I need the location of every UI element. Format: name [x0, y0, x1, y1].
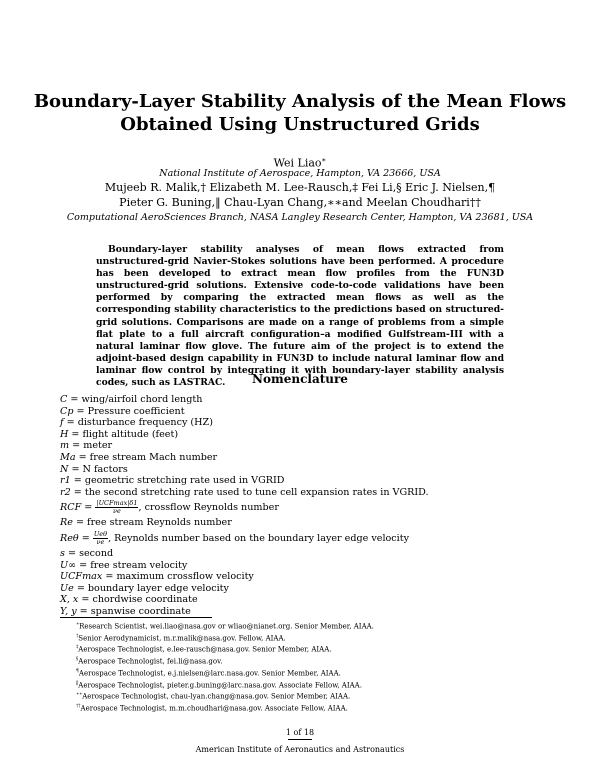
nomenclature-item	[60, 606, 560, 618]
nomenclature-symbol: UCFmax	[60, 571, 103, 583]
nomenclature-definition: = Pressure coefficient	[73, 405, 185, 417]
nomenclature-definition: = meter	[69, 440, 113, 452]
nomenclature-definition: = free stream Mach number	[75, 451, 218, 463]
authors-line-2: Mujeeb R. Malik,† Elizabeth M. Lee-Rausch,‡ Fei Li,§ Eric J. Nielsen,¶	[104, 181, 496, 194]
formula-fraction	[95, 500, 138, 515]
nomenclature-item	[60, 394, 560, 406]
footnote	[76, 643, 556, 655]
nomenclature-symbol: Reθ	[60, 532, 79, 544]
nomenclature-item	[60, 594, 560, 606]
nomenclature-definition: , Reynolds number based on the boundary layer edge velocity	[108, 532, 410, 544]
author-1-mark: ∗	[321, 155, 327, 164]
footnote-mark: ††	[76, 704, 81, 710]
nomenclature-symbol: Re	[60, 517, 73, 529]
nomenclature-definition: = flight altitude (feet)	[68, 428, 179, 440]
nomenclature-symbol: RCF	[60, 502, 82, 514]
nomenclature-symbol: Y, y	[60, 605, 77, 617]
nomenclature-symbol: r2	[60, 486, 71, 498]
footnote	[76, 620, 556, 632]
nomenclature-definition: = free stream velocity	[76, 559, 188, 571]
nomenclature-symbol: m	[60, 440, 70, 452]
nomenclature-definition: = spanwise coordinate	[76, 605, 191, 617]
publisher-footer: American Institute of Aeronautics and Astronautics	[195, 745, 405, 754]
footnote-text: Aerospace Technologist, m.m.choudhari@nasa.gov. Associate Fellow, AIAA.	[80, 704, 348, 713]
footnote-mark: §	[76, 657, 79, 663]
nomenclature-item	[60, 429, 560, 441]
nomenclature-item: Reθ = $\frac{\text{Ueθ}}{\nu e}$ , Reynolds number based on the boundary layer edge velocity	[60, 529, 410, 546]
footnote-mark: ∗∗	[76, 692, 83, 698]
nomenclature-list	[60, 394, 560, 618]
page-number: 1 of 18	[285, 728, 315, 737]
nomenclature-definition: = boundary layer edge velocity	[73, 582, 229, 594]
nomenclature-definition: = wing/airfoil chord length	[67, 394, 203, 405]
nomenclature-item	[60, 548, 560, 560]
nomenclature-definition: = the second stretching rate used to tune cell expansion rates in VGRID.	[70, 486, 429, 498]
footnote-text: Aerospace Technologist, chau-lyan.chang@nasa.gov. Senior Member, AIAA.	[82, 692, 351, 701]
nomenclature-item	[60, 560, 560, 572]
authors-line-3: Pieter G. Buning,‖ Chau-Lyan Chang,∗∗and Meelan Choudhari††	[119, 196, 481, 209]
affiliation-1: National Institute of Aerospace, Hampton, VA 23666, USA	[159, 168, 441, 179]
footnote	[76, 667, 556, 679]
nomenclature-symbol: H	[60, 428, 69, 440]
nomenclature-item	[60, 452, 560, 464]
nomenclature-symbol: s	[60, 547, 65, 559]
nomenclature-item: RCF = $\frac{\text{|UCFmax|δ1}}{\nu e}$ , crossflow Reynolds number	[60, 499, 279, 516]
title-line-1: Boundary-Layer Stability Analysis of the Mean Flows	[33, 91, 567, 112]
footnote-rule	[60, 617, 212, 618]
nomenclature-symbol: r1	[60, 475, 71, 487]
footnote-text: Aerospace Technologist, e.lee-rausch@nasa.gov. Senior Member, AIAA.	[78, 645, 332, 654]
nomenclature-item	[60, 475, 560, 487]
nomenclature-definition: = free stream Reynolds number	[72, 517, 232, 529]
nomenclature-symbol: f	[60, 417, 64, 429]
nomenclature-item	[60, 440, 560, 452]
nomenclature-definition: = geometric stretching rate used in VGRID	[70, 475, 285, 487]
nomenclature-definition: , crossflow Reynolds number	[138, 502, 279, 514]
footnotes	[76, 620, 556, 714]
footnote-mark: ∗	[76, 622, 80, 627]
nomenclature-definition: = disturbance frequency (HZ)	[63, 417, 213, 429]
footnote-text: Aerospace Technologist, e.j.nielsen@larc.nasa.gov. Senior Member, AIAA.	[78, 669, 341, 678]
abstract: Boundary-layer stability analyses of mean flows extracted from unstructured-grid Navier-Stokes solutions have been performed. A procedure has been developed to extract mean flow profiles from the FUN3D unstructured-grid solutions. Extensive code-to-code validations have been performed by comparing the extracted mean flows as well as the corresponding stability characteristics to the predictions based on structured-grid solutions. Comparisons are made on a range of problems from a simple flat plate to a full aircraft configuration–a modified Gulfstream-III with a natural laminar flow glove. The future aim of the project is to extend the adjoint-based design capability in FUN3D to include natural laminar flow and laminar flow control by integrating it with boundary-layer stability analysis codes, such as LASTRAC.	[96, 244, 504, 389]
fraction-numerator: |UCFmax|δ1	[96, 499, 138, 508]
nomenclature-definition: = N factors	[68, 463, 128, 475]
nomenclature-item	[60, 583, 560, 595]
footnote	[76, 679, 556, 691]
nomenclature-item	[60, 417, 560, 429]
nomenclature-definition: = maximum crossflow velocity	[102, 571, 254, 583]
fraction-numerator: Ueθ	[93, 529, 108, 538]
footnote-mark: ¶	[76, 668, 79, 674]
nomenclature-symbol: X, x	[60, 594, 79, 606]
nomenclature-symbol: N	[60, 463, 69, 475]
nomenclature-symbol: Ma	[60, 451, 76, 463]
footnote-mark: ‖	[76, 680, 79, 686]
footnote	[76, 690, 556, 702]
nomenclature-symbol: C	[60, 394, 68, 405]
nomenclature-definition: = chordwise coordinate	[78, 594, 198, 606]
footnote-text: Aerospace Technologist, fei.li@nasa.gov.	[78, 657, 223, 666]
nomenclature-item	[60, 487, 560, 499]
footnote-text: Senior Aerodynamicist, m.r.malik@nasa.gov. Fellow, AIAA.	[78, 634, 286, 643]
nomenclature-heading: Nomenclature	[252, 372, 348, 386]
footnote-mark: ‡	[76, 645, 79, 651]
footnote	[76, 702, 556, 714]
author-1-name: Wei Liao	[273, 156, 322, 170]
nomenclature-symbol: U∞	[60, 559, 77, 571]
page-number-rule	[288, 739, 312, 740]
fraction-denominator: νe	[113, 507, 121, 516]
nomenclature-symbol: Ue	[60, 582, 74, 594]
nomenclature-symbol: Cp	[60, 405, 74, 417]
paper-title	[0, 90, 600, 136]
footnote-text: Aerospace Technologist, pieter.g.buning@larc.nasa.gov. Associate Fellow, AIAA.	[78, 681, 362, 689]
formula-fraction	[93, 531, 108, 546]
fraction-denominator: νe	[96, 537, 105, 546]
title-line-2: Obtained Using Unstructured Grids	[120, 114, 480, 135]
nomenclature-item	[60, 517, 560, 529]
nomenclature-definition: = second	[64, 547, 114, 559]
affiliation-2: Computational AeroSciences Branch, NASA Langley Research Center, Hampton, VA 23681, USA	[66, 212, 534, 223]
nomenclature-item	[60, 464, 560, 476]
nomenclature-item	[60, 571, 560, 583]
nomenclature-item	[60, 406, 560, 418]
footnote	[76, 632, 556, 644]
footnote-mark: †	[76, 633, 79, 639]
footnote-text: Research Scientist, wei.liao@nasa.gov or wliao@nianet.org. Senior Member, AIAA.	[79, 622, 374, 631]
footnote	[76, 655, 556, 667]
